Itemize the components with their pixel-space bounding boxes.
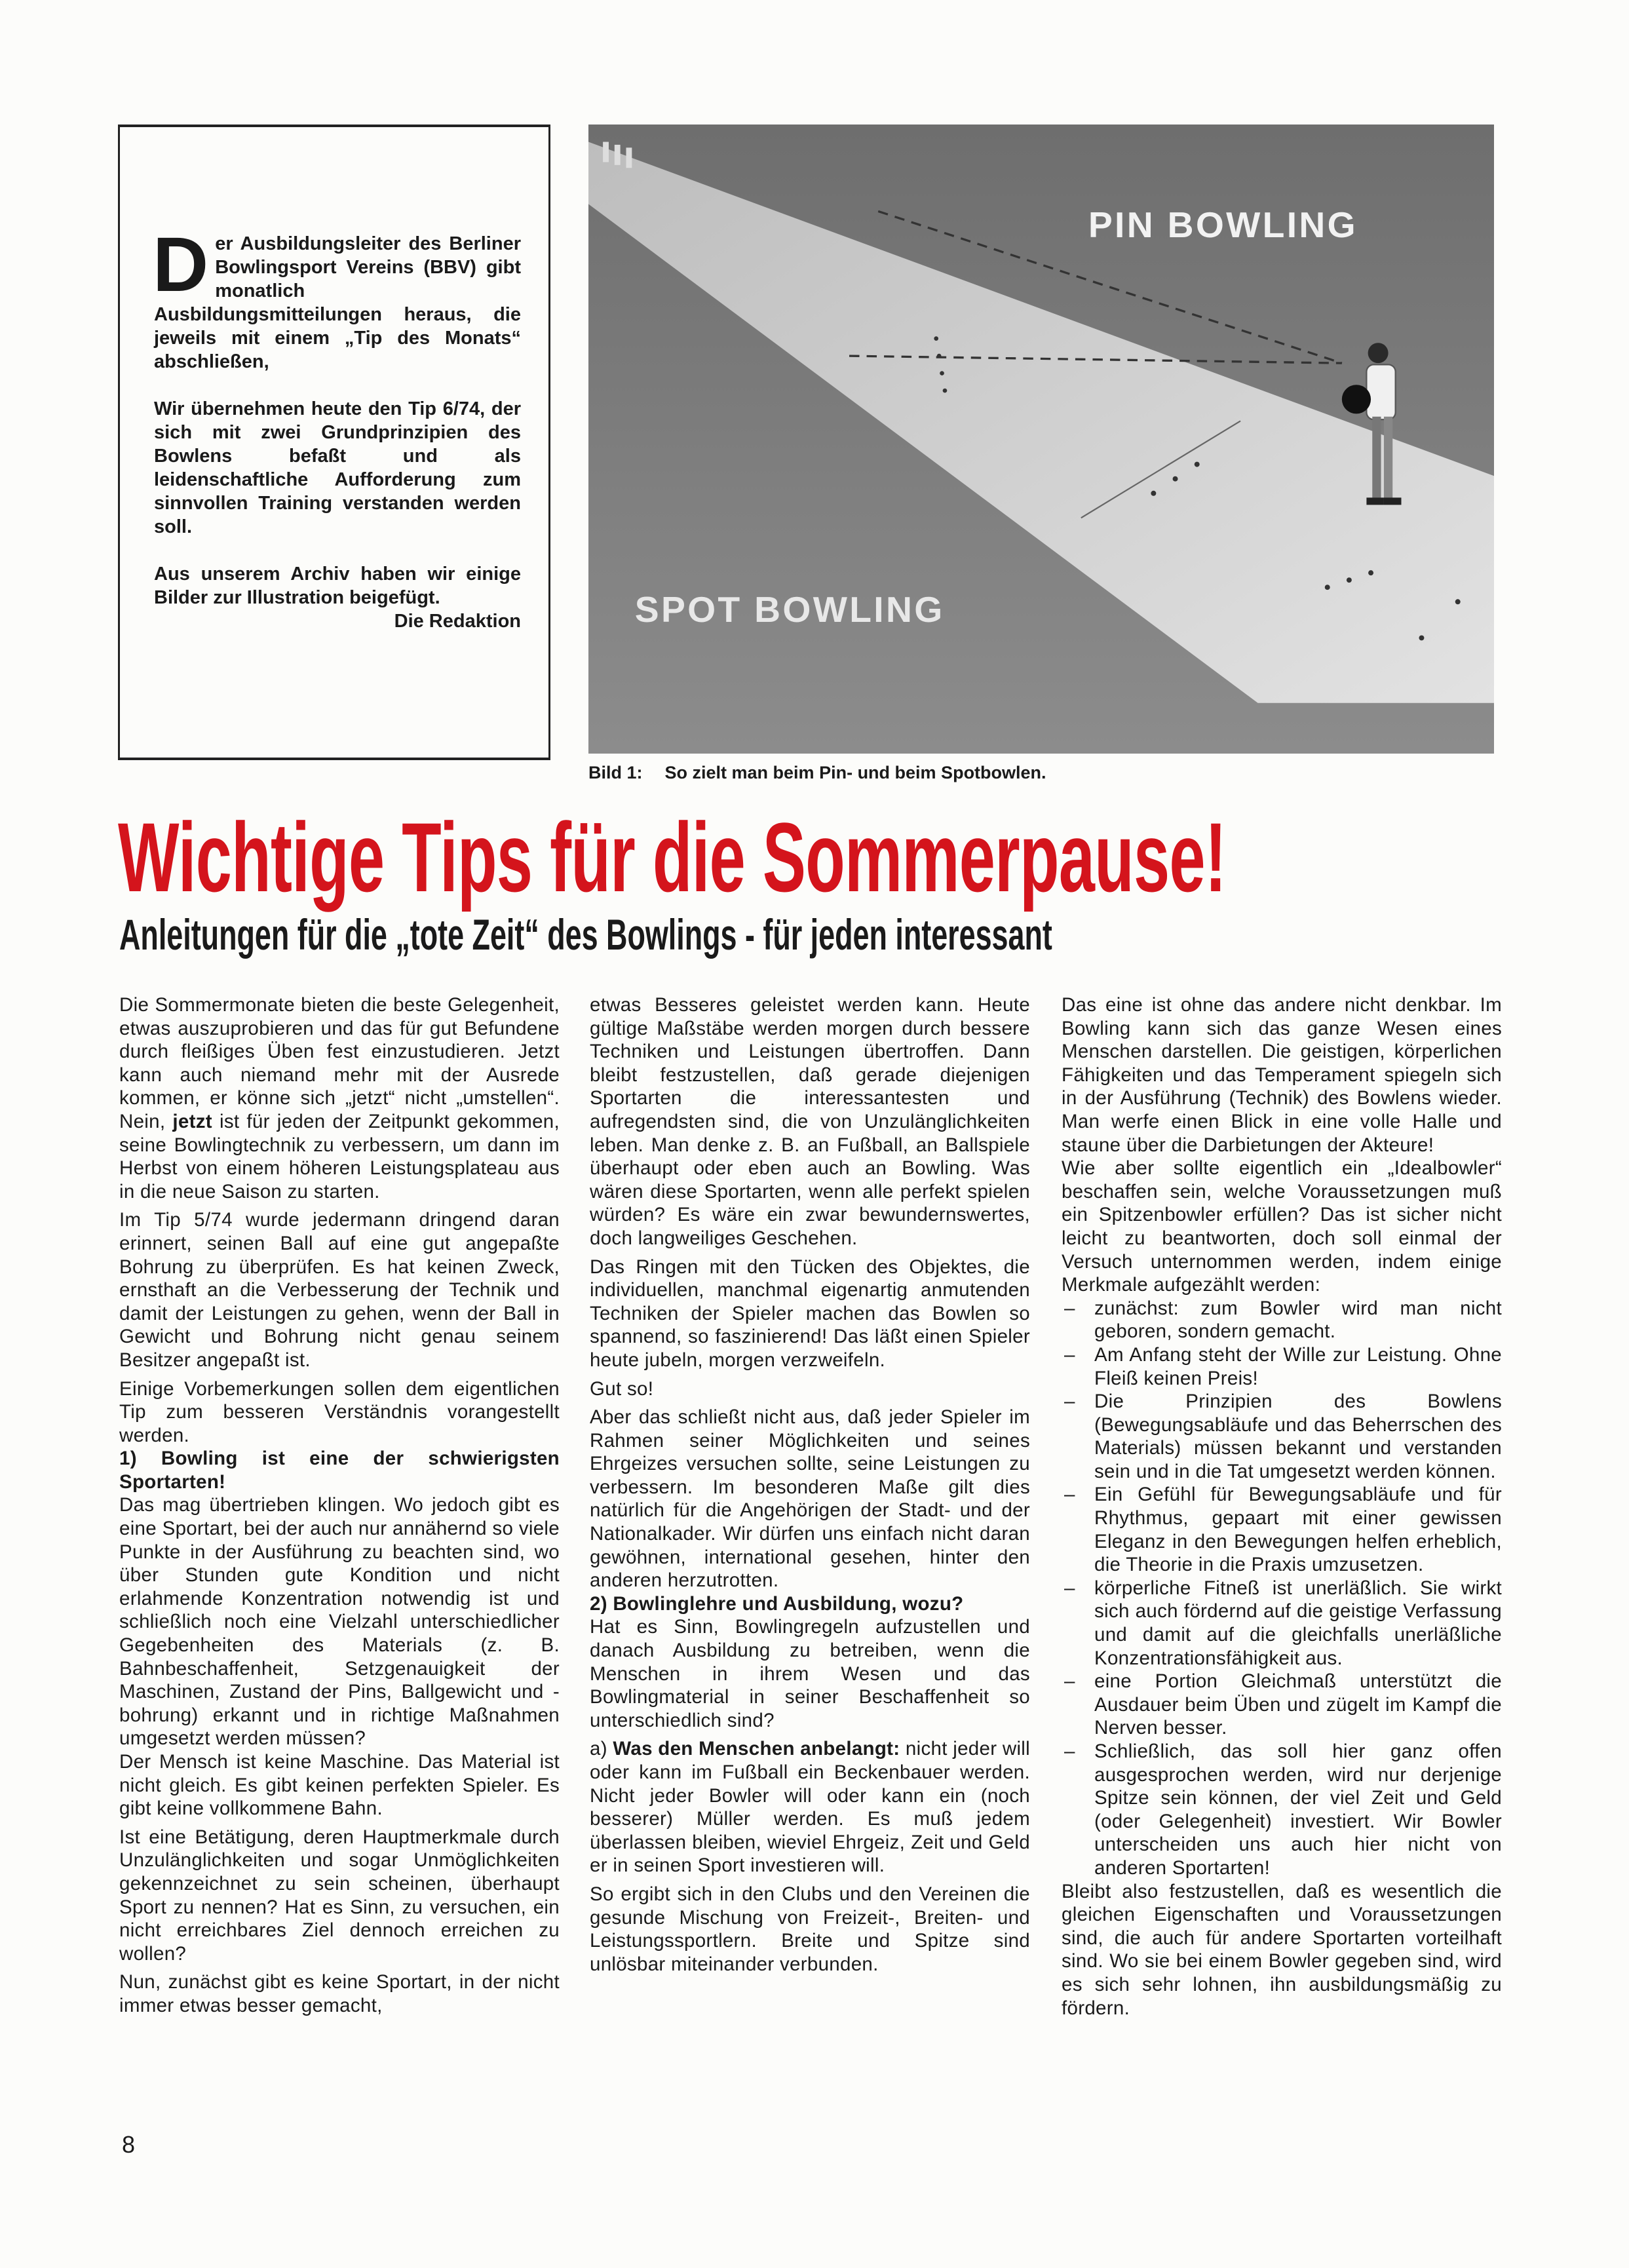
paragraph xyxy=(1062,1157,1502,1297)
text: So ergibt sich in den Clubs und den Vereinen die gesunde Mischung von Freizeit-, Breiten- und Leistungssportlern. Breite und Spitze sind unlösbar miteinander verbunden. xyxy=(590,1883,1030,1975)
headline: Wichtige Tips für die Sommerpause! xyxy=(118,802,1227,912)
text: ist für jeden der Zeitpunkt gekommen, seine Bowlingtechnik zu verbessern, um dann im Herbst von einem höheren Leistungsplateau aus in die neue Saison zu starten. xyxy=(119,1110,560,1202)
text: a) xyxy=(590,1738,613,1760)
paragraph xyxy=(590,1615,1030,1732)
paragraph xyxy=(590,1737,1030,1877)
paragraph xyxy=(119,1826,560,1966)
intro-paragraph: Aus unserem Archiv haben wir einige Bilder zur Illustration beigefügt. xyxy=(154,564,521,608)
text: Im Tip 5/74 wurde jedermann dringend daran erinnert, seinen Ball auf eine gut angepaßte Bohrung zu überprüfen. Es hat keinen Zweck, ernsthaft an die Verbesserung der Technik und damit der Leistungen zu gehen, wenn der Ball in Gewicht und Bohrung nicht genau seinem Besitzer angepaßt ist. xyxy=(119,1209,560,1371)
text: Der Mensch ist keine Maschine. Das Material ist nicht gleich. Es gibt keinen perfekten Spieler. Es gibt keine vollkommene Bahn. xyxy=(119,1751,560,1820)
paragraph xyxy=(119,1750,560,1820)
paragraph xyxy=(590,1592,1030,1616)
list-item: – Die Prinzipien des Bowlens (Bewegungsabläufe und das Beherrschen des Materials) müssen bekannt und verstanden sein und in die Tat umgesetzt werden können. xyxy=(1062,1390,1502,1483)
list-item: – Am Anfang steht der Wille zur Leistung. Ohne Fleiß keinen Preis! xyxy=(1062,1343,1502,1390)
page-number: 8 xyxy=(122,2131,136,2158)
text: Hat es Sinn, Bowlingregeln aufzustellen und danach Ausbildung zu betreiben, wenn die Menschen in ihrem Wesen und das Bowlingmaterial in seiner Beschaffenheit so unterschiedlich sind? xyxy=(590,1616,1030,1731)
bold-text: 2) Bowlinglehre und Ausbildung, wozu? xyxy=(590,1592,964,1615)
text: nicht jeder will oder kann im Fußball ein Beckenbauer werden. Nicht jeder Bowler will oder kann ein (noch besserer) Müller werden. Es muß jedem überlassen bleiben, wieviel Ehrgeiz, Zeit und Geld er in seinen Sport investieren will. xyxy=(590,1738,1031,1877)
text: Einige Vorbemerkungen sollen dem eigentlichen Tip zum besseren Verständnis vorangestellt werden. xyxy=(119,1377,560,1446)
paragraph xyxy=(119,1447,560,1493)
caption-number: Bild 1: xyxy=(588,763,643,782)
paragraph xyxy=(590,1406,1030,1592)
text: Wie aber sollte eigentlich ein „Idealbowler“ beschaffen sein, welche Voraussetzungen muß ein Spitzenbowler erfüllen? Das ist sicher nicht leicht zu beantworten, doch soll einmal der Versuch unternommen werden, indem einige Merkmale aufgezählt werden: xyxy=(1062,1157,1502,1296)
caption-text: So zielt man beim Pin- und beim Spotbowlen. xyxy=(664,763,1046,782)
paragraph xyxy=(119,1208,560,1372)
intro-paragraph: Wir übernehmen heute den Tip 6/74, der sich mit zwei Grundprinzipien des Bowlens befaßt und als leidenschaftliche Aufforderung zum sinnvollen Training verstanden werden soll. xyxy=(154,398,521,537)
article-column-2 xyxy=(590,993,1030,1981)
list-item: – Schließlich, das soll hier ganz offen ausgesprochen werden, wird nur derjenige Spitze sein können, der viel Zeit und Geld (oder Gelegenheit) investiert. Wir Bowler unterscheiden uns auch hier nicht von anderen Sportarten! xyxy=(1062,1740,1502,1880)
bowling-lane-photo xyxy=(588,125,1494,754)
article-column-1 xyxy=(119,993,560,2023)
paragraph xyxy=(590,993,1030,1250)
intro-paragraph: er Ausbildungsleiter des Berliner Bowlingsport Vereins (BBV) gibt monatlich Ausbildungsmitteilungen heraus, die jeweils mit einem „Tip des Monats“ abschließen, xyxy=(154,233,521,372)
intro-box xyxy=(118,125,550,760)
photo-caption xyxy=(588,763,1069,783)
bold-text: Was den Menschen anbelangt: xyxy=(613,1738,900,1760)
drop-cap: D xyxy=(153,221,209,308)
bold-text: jetzt xyxy=(172,1110,212,1132)
text: Das eine ist ohne das andere nicht denkbar. Im Bowling kann sich das ganze Wesen eines Menschen darstellen. Die geistigen, körperlichen Fähigkeiten und das Temperament spiegeln sich in der Ausführung (Technik) des Bowlens wieder. Man werfe einen Blick in eine volle Halle und staune über die Darbietungen der Akteure! xyxy=(1062,994,1502,1156)
paragraph xyxy=(1062,1880,1502,2020)
paragraph xyxy=(590,1883,1030,1976)
text: Aber das schließt nicht aus, daß jeder Spieler im Rahmen seiner Möglichkeiten und seines Ehrgeizes versuchen sollte, seine Leistungen zu verbessern. Im besonderen Maße gilt dies natürlich für die Angehörigen der Stadt- und der Nationalkader. Wir dürfen uns einfach nicht daran gewöhnen, international gesehen, hinter den anderen herzutrotten. xyxy=(590,1406,1030,1592)
pin-bowling-label: PIN BOWLING xyxy=(1088,204,1358,246)
paragraph xyxy=(590,1377,1030,1401)
bullet-list xyxy=(1062,1297,1502,1880)
text: Ist eine Betätigung, deren Hauptmerkmale durch Unzulänglichkeiten und sogar Unmöglichkeiten gekennzeichnet zu sein scheinen, überhaupt Sport zu nennen? Hat es Sinn, zu versuchen, ein nicht erreichbares Ziel dennoch erreichen zu wollen? xyxy=(119,1826,560,1965)
text: etwas Besseres geleistet werden kann. Heute gültige Maßstäbe werden morgen durch bessere Techniken und Leistungen übertroffen. Dann bleibt festzustellen, daß gerade diejenigen Sportarten die interessantesten und aufregendsten sind, die von Unzulänglichkeiten leben. Man denke z. B. an Fußball, an Ballspiele überhaupt oder eben auch an Bowling. Was wären diese Sportarten, wenn alle perfekt spielen würden? Es wäre ein zwar bewundernswertes, doch langweiliges Geschehen. xyxy=(590,994,1030,1249)
subheadline: Anleitungen für die „tote Zeit“ des Bowlings - für jeden interessant xyxy=(119,910,1052,959)
text: Das mag übertrieben klingen. Wo jedoch gibt es eine Sportart, bei der auch nur annähernd so viele Punkte in der Ausführung zu beachten sind, wo über Stunden gute Kondition und nicht erlahmende Konzentration notwendig ist und schließlich noch eine Vielzahl unterschiedlicher Gegebenheiten des Materials (z. B. Bahnbeschaffenheit, Setzgenauigkeit der Maschinen, Zustand der Pins, Ballgewicht und -bohrung) erkannt und in richtige Maßnahmen umgesetzt werden müssen? xyxy=(119,1494,560,1750)
text: Das Ringen mit den Tücken des Objektes, die individuellen, manchmal eigenartig anmutenden Techniken der Spieler machen das Bowlen so spannend, so faszinierend! Das läßt einen Spieler heute jubeln, morgen verzweifeln. xyxy=(590,1256,1030,1371)
paragraph xyxy=(590,1256,1030,1372)
text: Bleibt also festzustellen, daß es wesentlich die gleichen Eigenschaften und Voraussetzungen sind, die auch für andere Sportarten vorteilhaft sind. Wo sie bei einem Bowler gegeben sind, wird es sich sehr lohnen, ihn ausbildungsmäßig zu fördern. xyxy=(1062,1880,1502,2019)
text: Nun, zunächst gibt es keine Sportart, in der nicht immer etwas besser gemacht, xyxy=(119,1971,560,2016)
list-item: – körperliche Fitneß ist unerläßlich. Sie wirkt sich auch fördernd auf die geistige Verfassung und damit auf die gleichfalls unerläßliche Konzentrationsfähigkeit aus. xyxy=(1062,1577,1502,1670)
paragraph xyxy=(1062,993,1502,1157)
spot-bowling-label: SPOT BOWLING xyxy=(634,589,945,630)
list-item: – eine Portion Gleichmaß unterstützt die Ausdauer beim Üben und zügelt im Kampf die Nerven besser. xyxy=(1062,1670,1502,1740)
intro-text xyxy=(153,221,521,633)
article-column-3 xyxy=(1062,993,1502,2025)
paragraph xyxy=(119,993,560,1203)
list-item: – zunächst: zum Bowler wird man nicht geboren, sondern gemacht. xyxy=(1062,1297,1502,1343)
bold-text: 1) Bowling ist eine der schwierigsten Sportarten! xyxy=(119,1448,560,1493)
signature: Die Redaktion xyxy=(394,611,521,632)
text: Gut so! xyxy=(590,1377,654,1400)
paragraph xyxy=(119,1970,560,2017)
paragraph xyxy=(119,1493,560,1750)
paragraph xyxy=(119,1377,560,1448)
list-item: – Ein Gefühl für Bewegungsabläufe und für Rhythmus, gepaart mit einer gewissen Eleganz in den Bewegungen helfen erheblich, die Theorie in die Praxis umzusetzen. xyxy=(1062,1483,1502,1576)
text: Die Sommermonate bieten die beste Gelegenheit, etwas auszuprobieren und das für gut Befundene durch fleißiges Üben fest einzustudieren. Jetzt kann auch niemand mehr mit der Ausrede kommen, er könne sich „jetzt“ nicht „umstellen“. Nein, xyxy=(119,994,560,1132)
